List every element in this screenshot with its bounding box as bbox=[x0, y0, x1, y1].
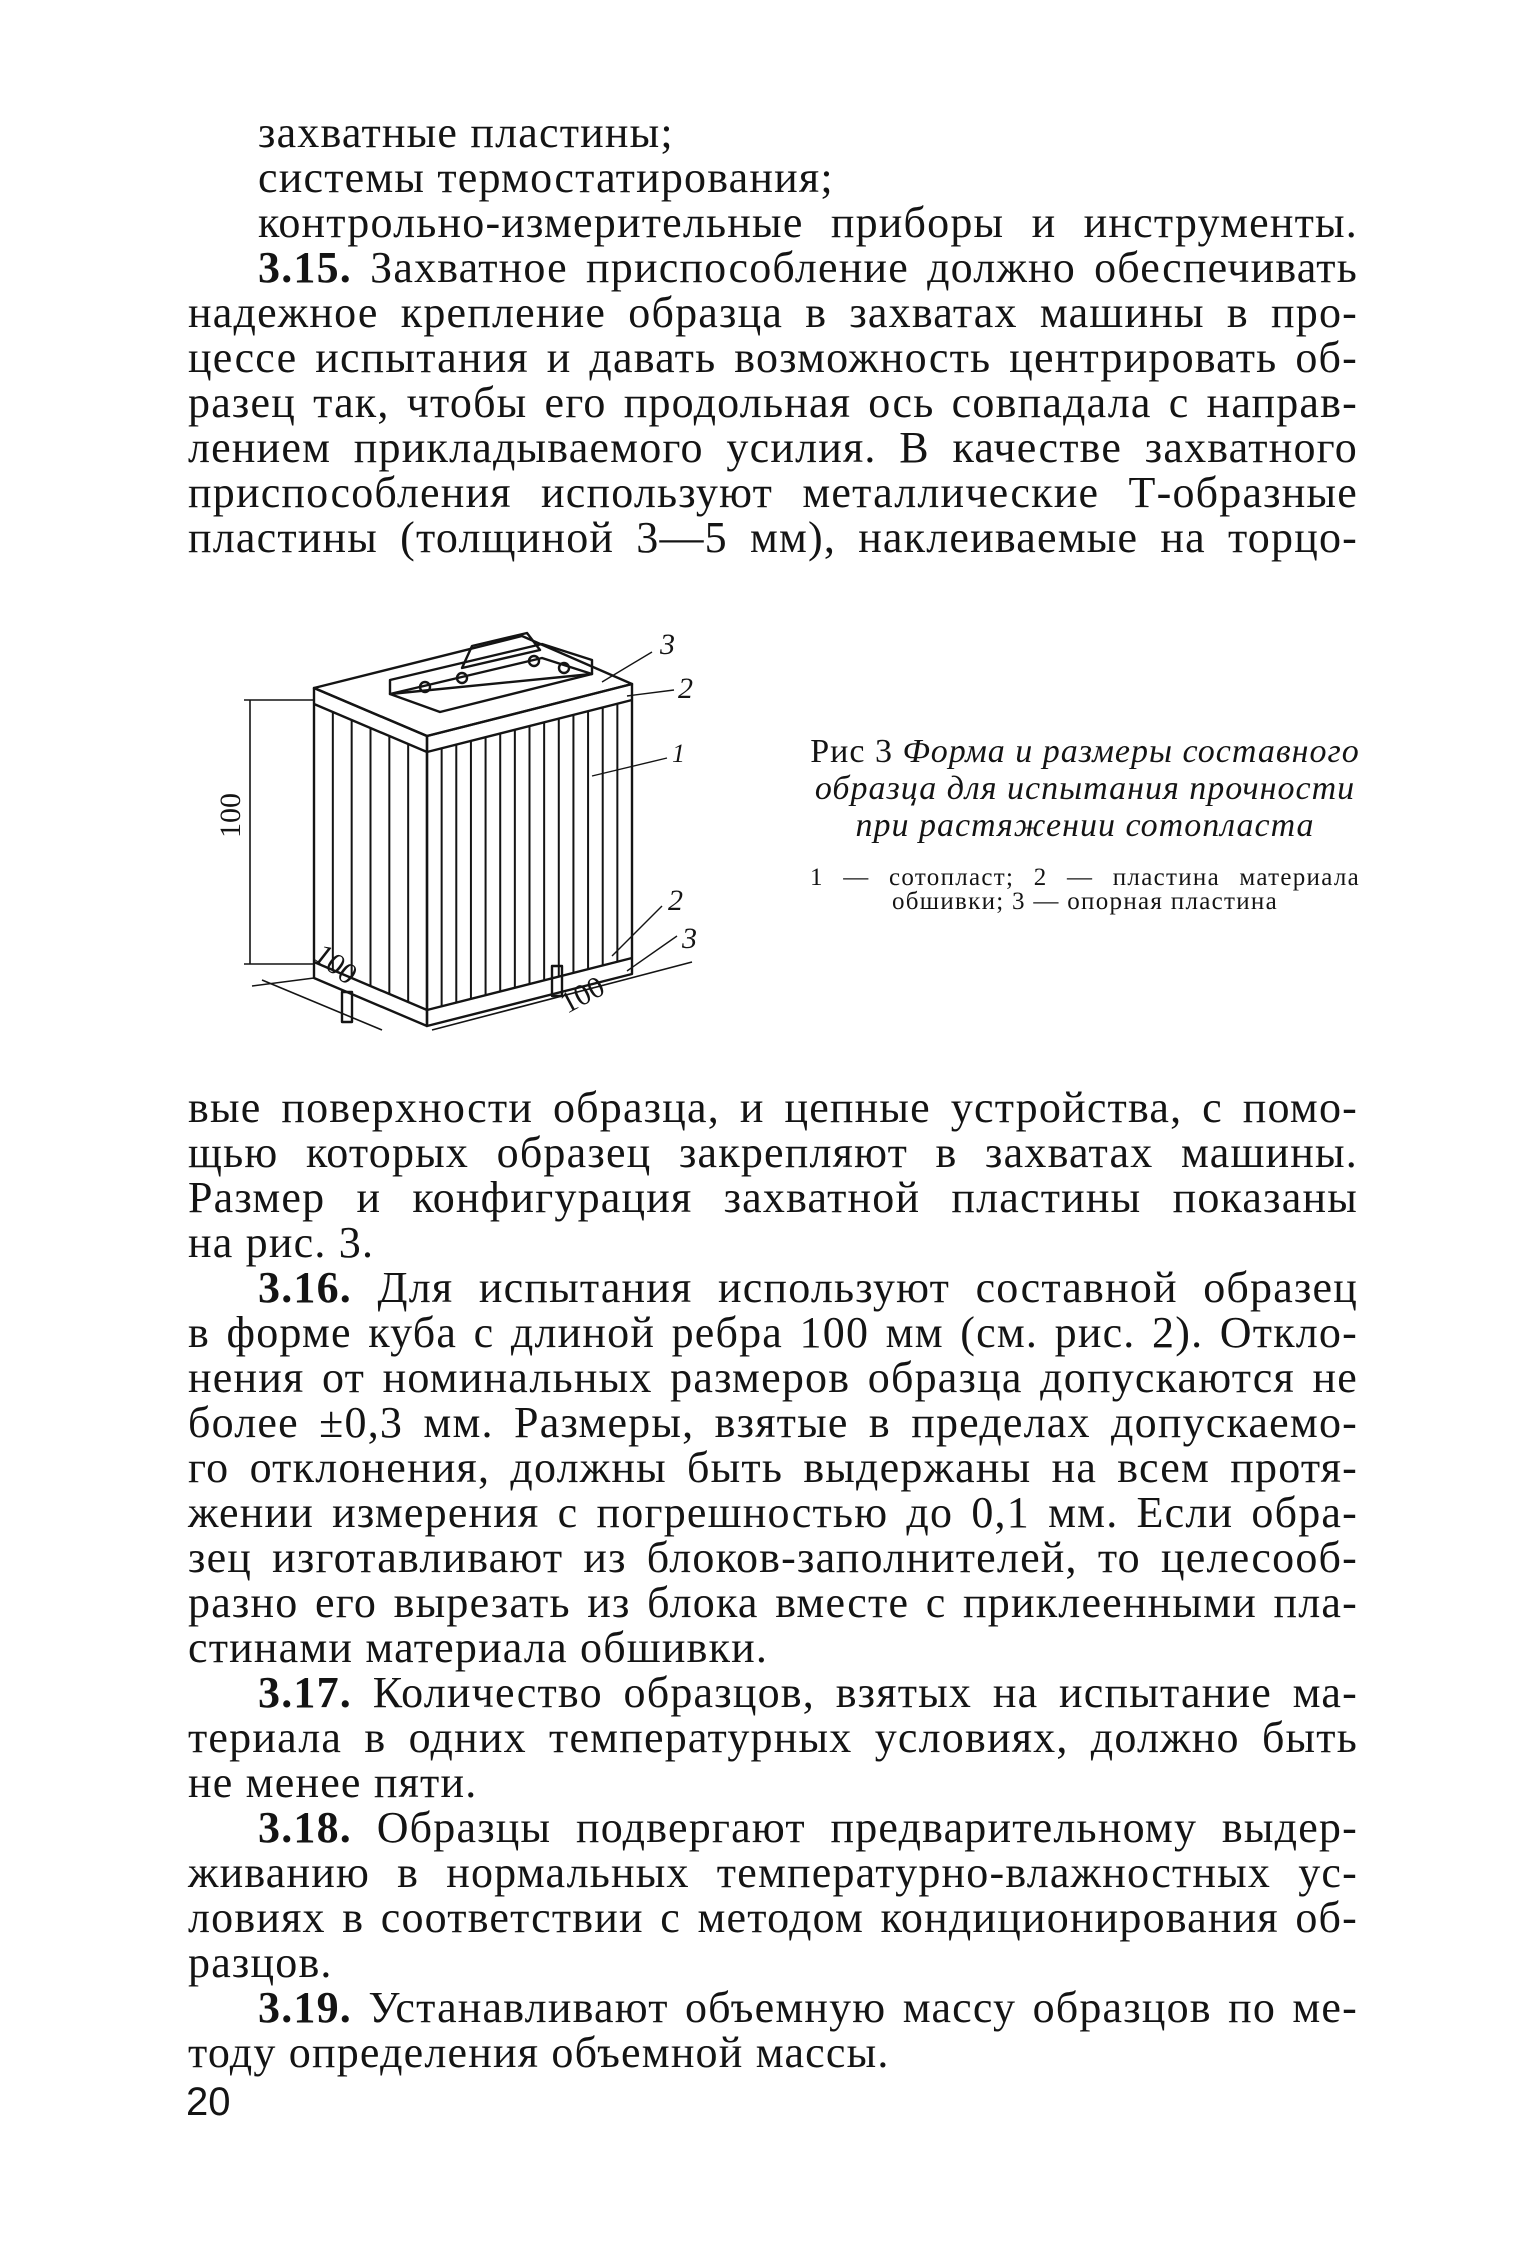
text-line bbox=[188, 1985, 1358, 2030]
text-line bbox=[188, 1670, 1358, 1715]
line-text: пластины (толщиной 3—5 мм), наклеиваемые на торцо- bbox=[188, 513, 1358, 562]
text-line bbox=[188, 1310, 1358, 1355]
section-number: 3.15. bbox=[258, 243, 352, 292]
section-number: 3.16. bbox=[258, 1263, 352, 1312]
text-line bbox=[188, 1265, 1358, 1310]
line-text: Размер и конфигурация захватной пластины показаны bbox=[188, 1173, 1358, 1222]
label-3-bottom: 3 bbox=[682, 922, 697, 955]
text-line bbox=[188, 1175, 1358, 1220]
line-text: не менее пяти. bbox=[188, 1758, 478, 1807]
text-line bbox=[188, 1940, 1358, 1985]
line-text: Количество образцов, взятых на испытание ма- bbox=[352, 1668, 1358, 1717]
text-line bbox=[188, 1625, 1358, 1670]
line-text: стинами материала обшивки. bbox=[188, 1623, 769, 1672]
line-text: надежное крепление образца в захватах машины в про- bbox=[188, 288, 1358, 337]
line-text: разец так, чтобы его продольная ось совпадала с направ- bbox=[188, 378, 1358, 427]
text-line bbox=[188, 1715, 1358, 1760]
line-text: более ±0,3 мм. Размеры, взятые в пределах допускаемо- bbox=[188, 1398, 1358, 1447]
label-1: 1 bbox=[672, 739, 685, 768]
text-line bbox=[188, 1220, 1358, 1265]
text-line bbox=[188, 1355, 1358, 1400]
line-text: щью которых образец закрепляют в захватах машины. bbox=[188, 1128, 1358, 1177]
text-line bbox=[188, 245, 1358, 290]
line-text: вые поверхности образца, и цепные устройства, с помо- bbox=[188, 1083, 1358, 1132]
figure-3-drawing bbox=[214, 606, 742, 1036]
label-3-top: 3 bbox=[660, 628, 675, 661]
text-line bbox=[188, 1400, 1358, 1445]
section-number: 3.19. bbox=[258, 1983, 352, 2032]
line-text: разцов. bbox=[188, 1938, 333, 1987]
text-line bbox=[188, 1490, 1358, 1535]
line-text: Для испытания используют составной образец bbox=[352, 1263, 1358, 1312]
label-2-bottom: 2 bbox=[668, 884, 683, 917]
caption-prefix: Рис 3 bbox=[810, 733, 893, 770]
text-line bbox=[188, 1085, 1358, 1130]
section-number: 3.18. bbox=[258, 1803, 352, 1852]
text-line bbox=[188, 1130, 1358, 1175]
caption-title bbox=[810, 733, 1360, 844]
caption-text: Форма и размеры составного образца для испытания прочности при растяжении сотопласта bbox=[814, 733, 1360, 844]
figure-caption bbox=[810, 733, 1360, 914]
line-text: на рис. 3. bbox=[188, 1218, 375, 1267]
dim-left-label: 100 bbox=[307, 937, 364, 992]
text-line bbox=[188, 470, 1358, 515]
line-text: лением прикладываемого усилия. В качестве захватного bbox=[188, 423, 1358, 472]
text-line bbox=[188, 1760, 1358, 1805]
line-text: разно его вырезать из блока вместе с приклеенными пла- bbox=[188, 1578, 1358, 1627]
text-line bbox=[188, 200, 1358, 245]
line-text: цессе испытания и давать возможность центрировать об- bbox=[188, 333, 1358, 382]
text-line bbox=[188, 380, 1358, 425]
line-text: нения от номинальных размеров образца допускаются не bbox=[188, 1353, 1358, 1402]
text-line bbox=[188, 1805, 1358, 1850]
page-number: 20 bbox=[186, 2080, 231, 2124]
line-text: Устанавливают объемную массу образцов по ме- bbox=[352, 1983, 1358, 2032]
text-line bbox=[188, 1535, 1358, 1580]
line-text: живанию в нормальных температурно-влажностных ус- bbox=[188, 1848, 1358, 1897]
text-line bbox=[188, 110, 1358, 155]
text-block-main bbox=[188, 1085, 1358, 2075]
text-line bbox=[188, 1850, 1358, 1895]
text-line bbox=[188, 335, 1358, 380]
line-text: го отклонения, должны быть выдержаны на всем протя- bbox=[188, 1443, 1358, 1492]
text-block-top bbox=[188, 110, 1358, 560]
line-text: Захватное приспособление должно обеспечивать bbox=[352, 243, 1358, 292]
text-line bbox=[188, 1895, 1358, 1940]
line-text: ловиях в соответствии с методом кондиционирования об- bbox=[188, 1893, 1358, 1942]
text-line bbox=[188, 425, 1358, 470]
dim-height-label: 100 bbox=[214, 793, 247, 838]
line-text: жении измерения с погрешностью до 0,1 мм. Если обра- bbox=[188, 1488, 1358, 1537]
label-2-top: 2 bbox=[678, 672, 693, 705]
line-text: системы термостатирования; bbox=[258, 153, 834, 202]
text-line bbox=[188, 515, 1358, 560]
line-text: захватные пластины; bbox=[258, 108, 674, 157]
text-line bbox=[188, 155, 1358, 200]
line-text: Образцы подвергают предварительному выдер- bbox=[352, 1803, 1358, 1852]
line-text: зец изготавливают из блоков-заполнителей, то целесооб- bbox=[188, 1533, 1358, 1582]
line-text: приспособления используют металлические Т-образные bbox=[188, 468, 1358, 517]
text-line bbox=[188, 2030, 1358, 2075]
line-text: в форме куба с длиной ребра 100 мм (см. рис. 2). Откло- bbox=[188, 1308, 1358, 1357]
line-text: контрольно-измерительные приборы и инструменты. bbox=[258, 198, 1358, 247]
line-text: тоду определения объемной массы. bbox=[188, 2028, 890, 2077]
text-line bbox=[188, 1445, 1358, 1490]
dim-right-label: 100 bbox=[554, 969, 611, 1021]
caption-legend: 1 — сотопласт; 2 — пластина материала обшивки; 3 — опорная пластина bbox=[810, 864, 1360, 915]
text-line bbox=[188, 1580, 1358, 1625]
section-number: 3.17. bbox=[258, 1668, 352, 1717]
line-text: териала в одних температурных условиях, должно быть bbox=[188, 1713, 1358, 1762]
text-line bbox=[188, 290, 1358, 335]
honeycomb-stripes bbox=[333, 704, 618, 1007]
